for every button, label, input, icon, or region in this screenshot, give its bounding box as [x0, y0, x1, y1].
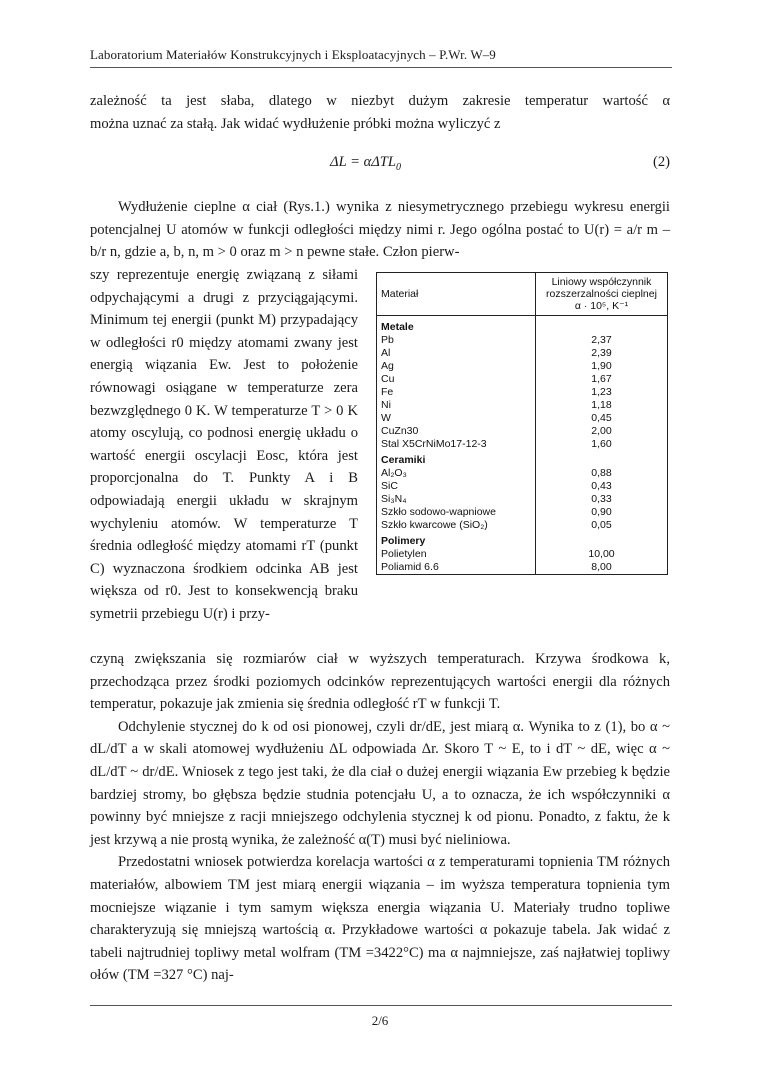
table-cell-value: 0,33 [536, 493, 668, 506]
table-cell-value: 1,18 [536, 399, 668, 412]
paragraph-melting: Przedostatni wniosek potwierdza korelacja wartości α z temperaturami topnienia TM różnych materiałów, albowiem TM jest miarą energii wiązania – im wyższa temperatura topnienia tym mocniejsze wiązanie i tym samym większa energia wiązania U. Materiały trudno topliwe charakteryzują się mniejszą wartością α. Przykładowe wartości α pokazuje tabela. Jak widać z tabeli najtrudniej topliwy metal wolfram (TM =3422°C) ma α najmniejsze, zaś najłatwiej topliwy ołów (TM =327 °C) naj- [90, 854, 670, 984]
table-cell-value: 0,45 [536, 412, 668, 425]
table-cell-material: Pb [381, 334, 394, 346]
col-header-line: rozszerzalności cieplnej [546, 288, 657, 300]
table-header-row [377, 273, 668, 316]
table-cell-value: 8,00 [536, 561, 668, 575]
table-cell-material: Al₂O₃ [381, 467, 407, 479]
table-row [377, 480, 668, 493]
paragraph-tangent: Odchylenie stycznej do k od osi pionowej, czyli dr/dE, jest miarą α. Wynika to z (1), bo α ~ dL/dT a w skali atomowej wydłużeniu ΔL odpowiada Δr. Skoro T ~ E, to i dT ~ dE, więc α ~ dL/dT ~ dr/dE. Wniosek z tego jest taki, że dla ciał o dużej energii wiązania Ew przebieg k będzie bardziej stromy, bo głębsza będzie studnia potencjału U, a to oznacza, że ich współczynniki α powinny być mniejsze z racji mniejszego odchylenia stycznej k od pionu. Ponadto, z faktu, że k jest krzywą a nie prostą wynika, że zależność α(T) musi być nieliniowa. [90, 718, 670, 848]
table-group-name: Metale [381, 321, 414, 333]
table-group-name: Ceramiki [381, 454, 426, 466]
table-cell-material: Ag [381, 360, 394, 372]
table-cell-material: Szkło kwarcowe (SiO₂) [381, 519, 488, 531]
table-cell-value: 0,88 [536, 467, 668, 480]
continued-text [90, 648, 670, 987]
table-row [377, 506, 668, 519]
table-cell-material: Cu [381, 373, 395, 385]
table-row [377, 425, 668, 438]
intro-paragraph [90, 90, 670, 135]
table-cell-value: 1,60 [536, 438, 668, 451]
table-row [377, 412, 668, 425]
table-row [377, 347, 668, 360]
table-cell-material: Al [381, 347, 391, 359]
table-row [377, 548, 668, 561]
table-group-row [377, 316, 668, 335]
expansion-coefficient-table [376, 272, 668, 575]
equation-number: (2) [652, 154, 670, 170]
col-header-line: Liniowy współczynnik [551, 276, 652, 288]
table-group-row [377, 532, 668, 548]
table-cell-material: W [381, 412, 391, 424]
header-rule [90, 67, 672, 68]
table-cell-value: 1,90 [536, 360, 668, 373]
table-cell-value: 2,39 [536, 347, 668, 360]
table-group-row [377, 451, 668, 467]
page-number: 2/6 [371, 1013, 389, 1028]
table-cell-material: Polietylen [381, 548, 427, 560]
table-row [377, 386, 668, 399]
table-row [377, 334, 668, 347]
table-row [377, 519, 668, 532]
paragraph-thermal-expansion [90, 196, 670, 264]
narrow-text: szy reprezentuje energię związaną z siłami odpychającymi a drugi z przyciągającymi. Minimum tej energii (punkt M) przypadający w odległości r0 między atomami zwany jest energią wiązania Ew. Jest to położenie równowagi osiągane w temperaturze zera bezwzględnego 0 K. W temperaturze T > 0 K atomy oscylują, co podnosi energię układu o wartość energii oscylacji Eosc, która jest proporcjonalna do T. Punkty A i B odpowiadają energii układu w skrajnym wychyleniu atomów. W temperaturze T średnia odległość między atomami rT (punkt C) wyznaczona środkiem odcinka AB jest większa od r0. Jest to konsekwencją braku symetrii przebiegu U(r) i przy- [90, 267, 358, 622]
equation-body [330, 154, 401, 173]
table-cell-value: 2,37 [536, 334, 668, 347]
table-cell-material: Poliamid 6.6 [381, 561, 439, 573]
table-cell-value: 0,05 [536, 519, 668, 532]
running-header: Laboratorium Materiałów Konstrukcyjnych i Eksploatacyjnych – P.Wr. W–9 [90, 47, 496, 62]
table-cell-value: 1,67 [536, 373, 668, 386]
table-row [377, 373, 668, 386]
table-cell-material: Szkło sodowo-wapniowe [381, 506, 496, 518]
paragraph-curve-k: czyną zwiększania się rozmiarów ciał w wyższych temperaturach. Krzywa środkowa k, przechodząca przez środki poziomych odcinków reprezentujących wartości energii dla różnych temperatur, pokazuje jak zmienia się średnia odległość rT w funkcji T. [90, 651, 670, 713]
table-body [377, 316, 668, 575]
footer-rule [90, 1005, 672, 1006]
table-row [377, 438, 668, 451]
table-row [377, 360, 668, 373]
table-cell-value: 1,23 [536, 386, 668, 399]
equation-2 [90, 154, 670, 178]
table-cell-material: SiC [381, 480, 398, 492]
table-col-alpha [536, 273, 668, 316]
table-group-empty [536, 532, 668, 548]
table-cell-material: CuZn30 [381, 425, 419, 437]
table-row [377, 493, 668, 506]
table-cell-value: 0,43 [536, 480, 668, 493]
table-group-empty [536, 316, 668, 335]
table-group-empty [536, 451, 668, 467]
intro-line-2: można uznać za stałą. Jak widać wydłużenie próbki można wyliczyć z [90, 115, 501, 132]
table-cell-material: Stal X5CrNiMo17-12-3 [381, 438, 487, 450]
properties-table [376, 272, 668, 575]
col-header-line: α · 10⁵, K⁻¹ [574, 300, 629, 312]
table-col-material: Materiał [377, 273, 536, 316]
table-cell-material: Si₃N₄ [381, 493, 407, 505]
table-row [377, 399, 668, 412]
narrow-column-text [90, 264, 358, 626]
table-row [377, 561, 668, 575]
table-cell-value: 0,90 [536, 506, 668, 519]
table-group-name: Polimery [381, 535, 426, 547]
equation-subscript: 0 [396, 161, 402, 173]
intro-line-1: zależność ta jest słaba, dlatego w niezbyt dużym zakresie temperatur wartość α [90, 93, 670, 109]
equation-text: ΔL = αΔTL [330, 154, 397, 170]
table-cell-value: 10,00 [536, 548, 668, 561]
table-row [377, 467, 668, 480]
table-cell-material: Ni [381, 399, 391, 411]
paragraph-text: Wydłużenie cieplne α ciał (Rys.1.) wynika z niesymetrycznego przebiegu wykresu energii potencjalnej U atomów w funkcji odległości między nimi r. Jego ogólna postać to U(r) = a/r m – b/r n, gdzie a, b, n, m > 0 oraz m > n pewne stałe. Człon pierw- [90, 199, 670, 261]
table-cell-value: 2,00 [536, 425, 668, 438]
table-cell-material: Fe [381, 386, 394, 398]
